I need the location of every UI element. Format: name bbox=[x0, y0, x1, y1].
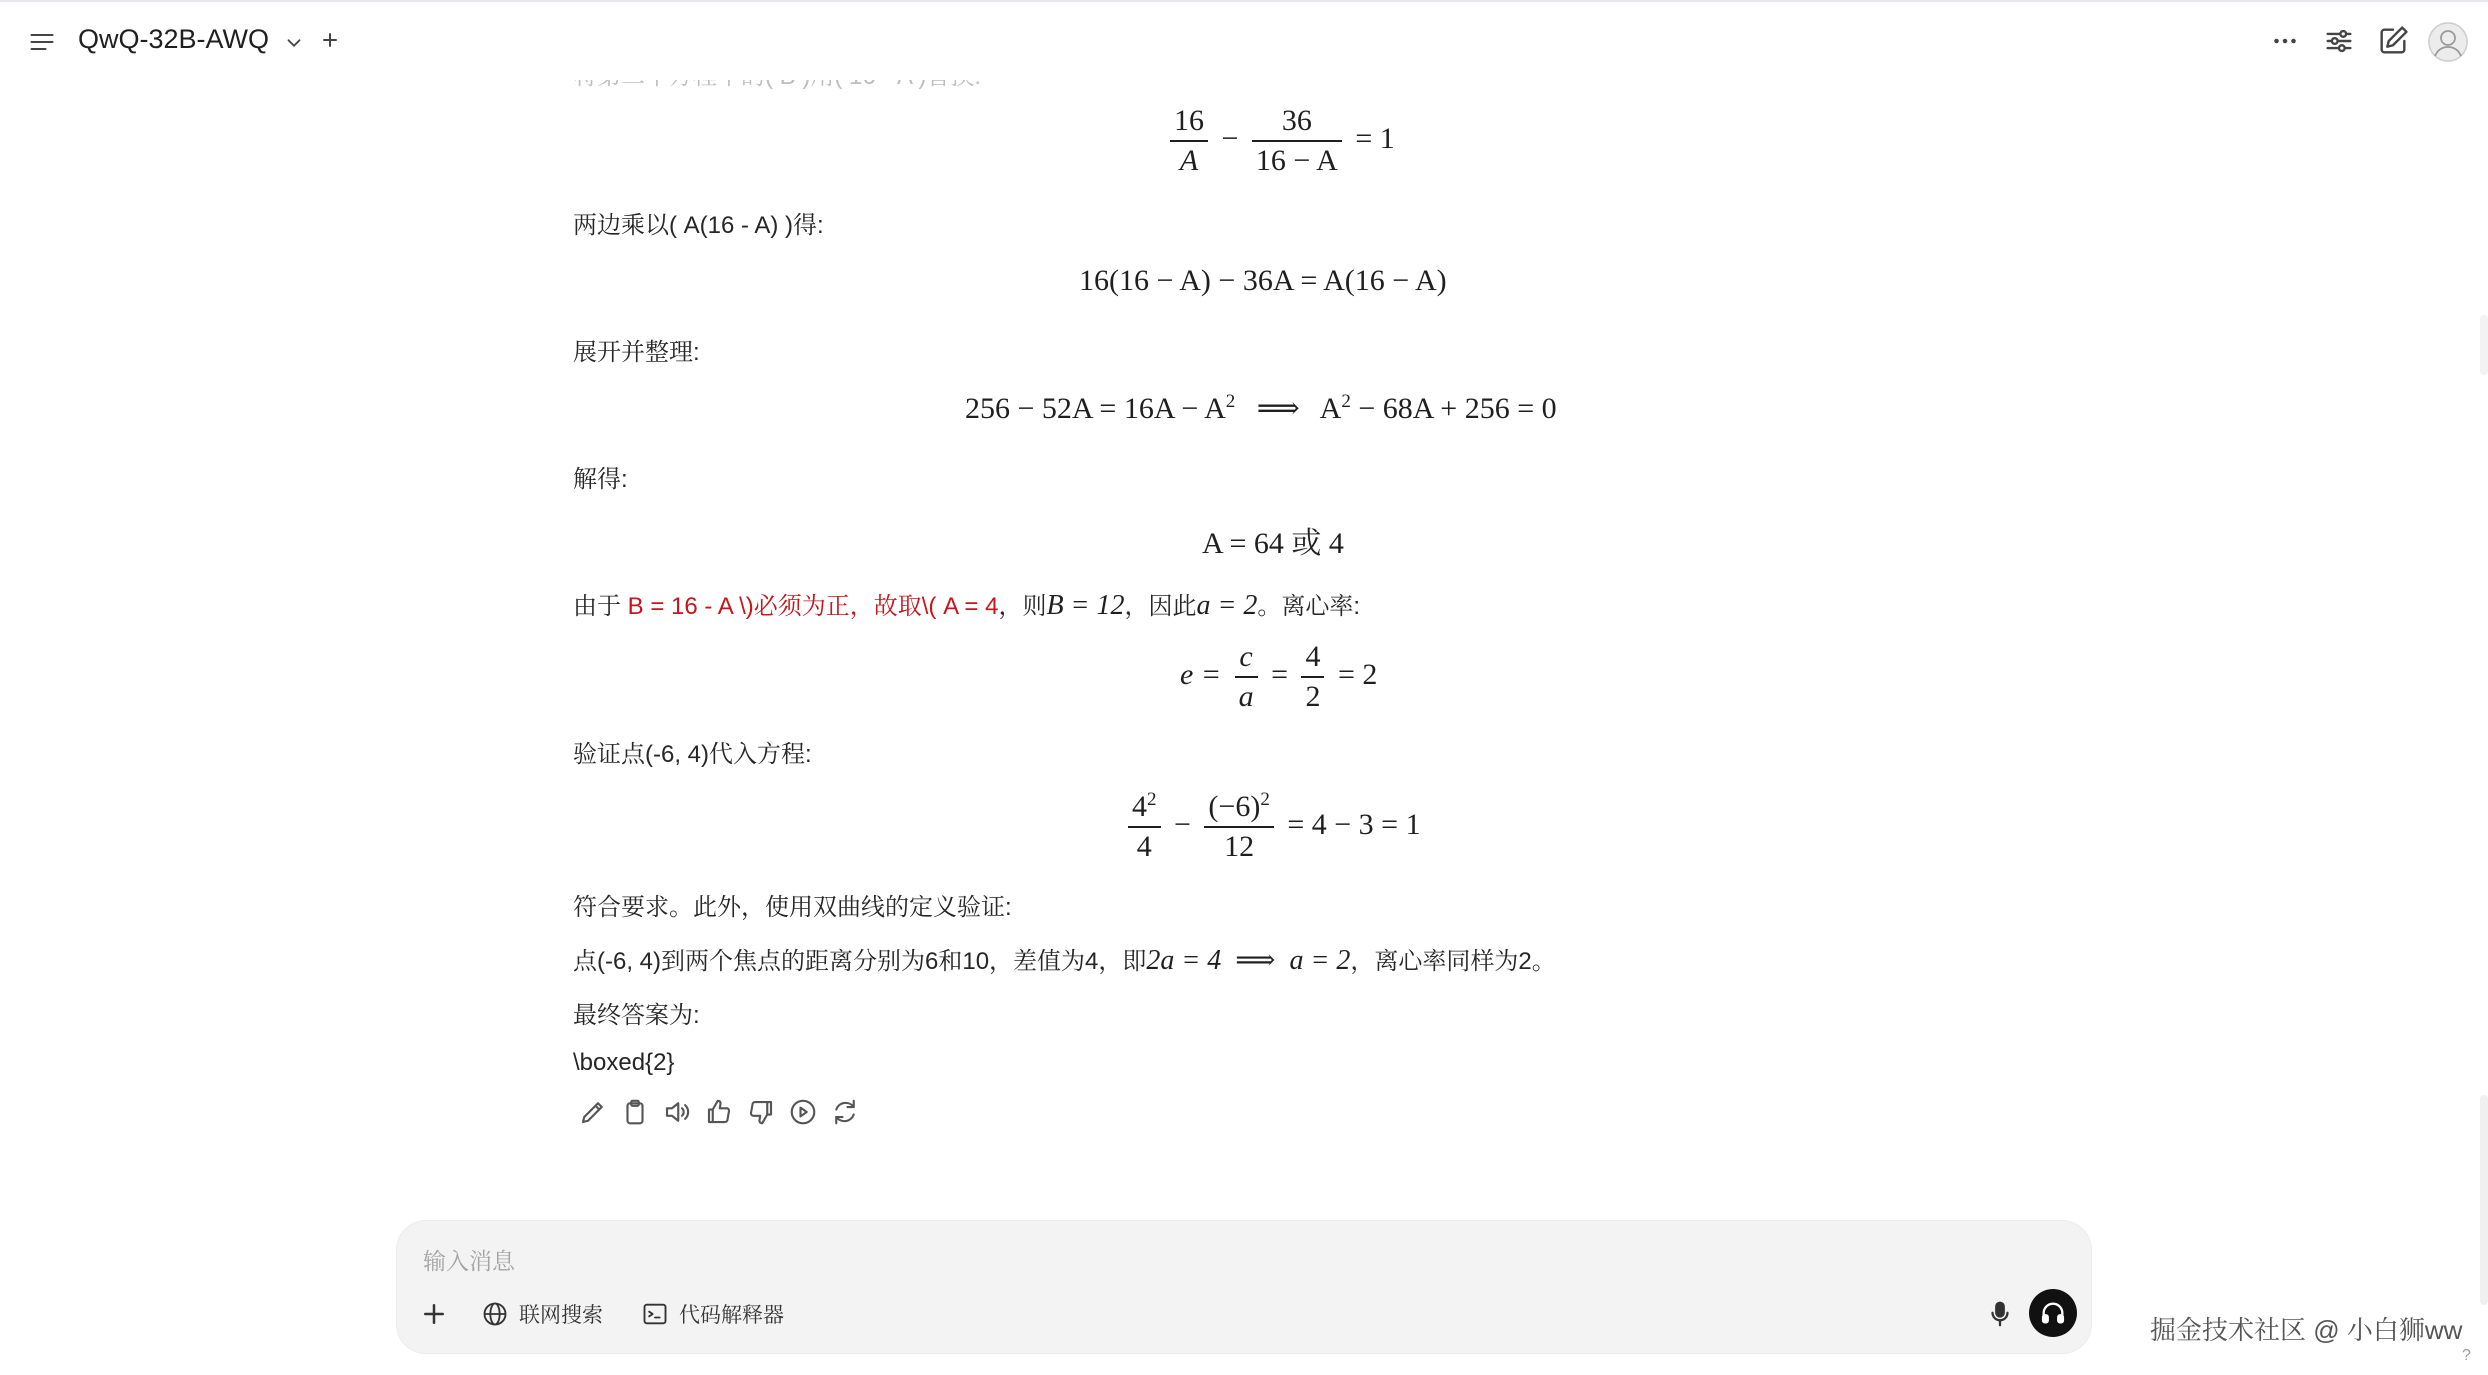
microphone-icon[interactable] bbox=[1985, 1299, 2015, 1329]
text: 由于 bbox=[573, 593, 628, 620]
equation-substitution bbox=[1164, 104, 1395, 178]
expanded-left: 256 − 52A = 16A − A bbox=[965, 392, 1226, 425]
numerator: 4 bbox=[1132, 790, 1147, 823]
minus-sign: − bbox=[1221, 121, 1239, 155]
numerator: 16 bbox=[1174, 104, 1204, 137]
equation-multiplied: 16(16 − A) − 36A = A(16 − A) bbox=[1079, 264, 1447, 297]
fraction-c-over-a bbox=[1235, 640, 1258, 714]
terminal-icon bbox=[641, 1300, 669, 1328]
minus-sign: − bbox=[1174, 807, 1191, 841]
play-circle-icon[interactable] bbox=[788, 1097, 818, 1127]
paragraph-conforms: 符合要求。此外，使用双曲线的定义验证: bbox=[573, 894, 1012, 921]
paragraph-final: 最终答案为: bbox=[573, 1002, 700, 1029]
scroll-hint-upper bbox=[2480, 315, 2488, 375]
text: 。离心率: bbox=[1257, 593, 1361, 620]
web-search-button[interactable] bbox=[481, 1297, 603, 1331]
user-avatar[interactable] bbox=[2428, 22, 2468, 62]
equation-eccentricity bbox=[1180, 640, 1377, 714]
message-composer bbox=[396, 1220, 2092, 1354]
denominator: 16 − A bbox=[1252, 140, 1342, 178]
expanded-right: − 68A + 256 = 0 bbox=[1350, 392, 1557, 425]
equation-verify bbox=[1122, 790, 1421, 864]
implies-arrow: ⟹ bbox=[1256, 392, 1300, 425]
user-silhouette-icon bbox=[2428, 22, 2468, 62]
inline-math: B = 12 bbox=[1046, 590, 1125, 621]
scroll-hint-lower bbox=[2480, 1095, 2488, 1305]
code-interpreter-label: 代码解释器 bbox=[679, 1304, 784, 1327]
paragraph-since bbox=[573, 586, 1360, 622]
denominator: 12 bbox=[1204, 826, 1273, 864]
thumbs-up-icon[interactable] bbox=[704, 1097, 734, 1127]
regenerate-icon[interactable] bbox=[830, 1097, 860, 1127]
globe-icon bbox=[481, 1300, 509, 1328]
help-mark[interactable]: ? bbox=[2462, 1347, 2471, 1364]
fraction-neg6sq-over-12 bbox=[1204, 790, 1273, 864]
paragraph-multiply: 两边乘以( A(16 - A) )得: bbox=[573, 212, 824, 239]
attach-plus-icon[interactable] bbox=[419, 1299, 449, 1329]
new-chat-edit-icon[interactable] bbox=[2376, 24, 2410, 58]
expanded-right-var: A bbox=[1319, 392, 1342, 425]
headphones-icon bbox=[2039, 1299, 2067, 1327]
exponent: 2 bbox=[1225, 391, 1236, 412]
model-selector-title[interactable]: QwQ-32B-AWQ bbox=[78, 24, 270, 54]
paragraph-verify: 验证点(-6, 4)代入方程: bbox=[573, 741, 812, 768]
text: ，因此 bbox=[1124, 593, 1197, 620]
text: ，离心率同样为2。 bbox=[1350, 948, 1556, 975]
equation-expanded bbox=[965, 391, 1557, 426]
paragraph-solve: 解得: bbox=[573, 466, 628, 493]
inline-math: 2a = 4 ⟹ a = 2 bbox=[1146, 945, 1351, 976]
edit-pencil-icon[interactable] bbox=[578, 1097, 608, 1127]
watermark: 掘金技术社区 @ 小白狮ww bbox=[2150, 1315, 2463, 1345]
text: ，则 bbox=[998, 593, 1047, 620]
more-options-icon[interactable] bbox=[2268, 24, 2302, 58]
web-search-label: 联网搜索 bbox=[519, 1304, 603, 1327]
controls-sliders-icon[interactable] bbox=[2322, 24, 2356, 58]
equation-rhs: = 2 bbox=[1337, 657, 1378, 691]
paragraph-boxed: \boxed{2} bbox=[573, 1049, 675, 1076]
eccentricity-lhs: e = bbox=[1180, 657, 1222, 691]
denominator: A bbox=[1170, 140, 1208, 178]
text: 点(-6, 4)到两个焦点的距离分别为6和10，差值为4，即 bbox=[573, 948, 1147, 975]
exponent: 2 bbox=[1147, 789, 1157, 810]
menu-icon[interactable] bbox=[28, 28, 56, 56]
voice-mode-button[interactable] bbox=[2029, 1289, 2077, 1337]
equation-solution: A = 64 或 4 bbox=[1202, 527, 1344, 560]
denominator: 2 bbox=[1301, 676, 1324, 714]
message-input[interactable] bbox=[423, 1241, 2063, 1281]
denominator: a bbox=[1235, 676, 1258, 714]
code-interpreter-button[interactable] bbox=[641, 1297, 784, 1331]
equation-rhs: = 1 bbox=[1355, 121, 1395, 155]
exponent: 2 bbox=[1341, 391, 1351, 412]
chevron-down-icon[interactable] bbox=[283, 32, 305, 54]
fraction-4sq-over-4 bbox=[1128, 790, 1161, 864]
fraction-36-over-16-minus-a bbox=[1252, 104, 1342, 178]
add-model-plus-icon[interactable] bbox=[318, 28, 342, 52]
top-bar bbox=[0, 2, 2488, 80]
fraction-4-over-2 bbox=[1301, 640, 1324, 714]
denominator: 4 bbox=[1128, 826, 1161, 864]
exponent: 2 bbox=[1260, 789, 1270, 810]
red-latex-text: B = 16 - A \)必须为正，故取\( A = 4 bbox=[627, 593, 999, 620]
numerator: 36 bbox=[1281, 104, 1312, 137]
equation-rhs: = 4 − 3 = 1 bbox=[1287, 807, 1421, 841]
paragraph-distance bbox=[573, 941, 1556, 977]
numerator: 4 bbox=[1305, 640, 1321, 673]
copy-clipboard-icon[interactable] bbox=[620, 1097, 650, 1127]
equals-sign: = bbox=[1271, 657, 1288, 691]
inline-math: a = 2 bbox=[1196, 590, 1258, 621]
paragraph-expand: 展开并整理: bbox=[573, 339, 700, 366]
read-aloud-speaker-icon[interactable] bbox=[662, 1097, 692, 1127]
numerator: (−6) bbox=[1208, 790, 1261, 823]
numerator: c bbox=[1239, 640, 1253, 673]
fraction-16-over-a bbox=[1170, 104, 1208, 178]
thumbs-down-icon[interactable] bbox=[746, 1097, 776, 1127]
